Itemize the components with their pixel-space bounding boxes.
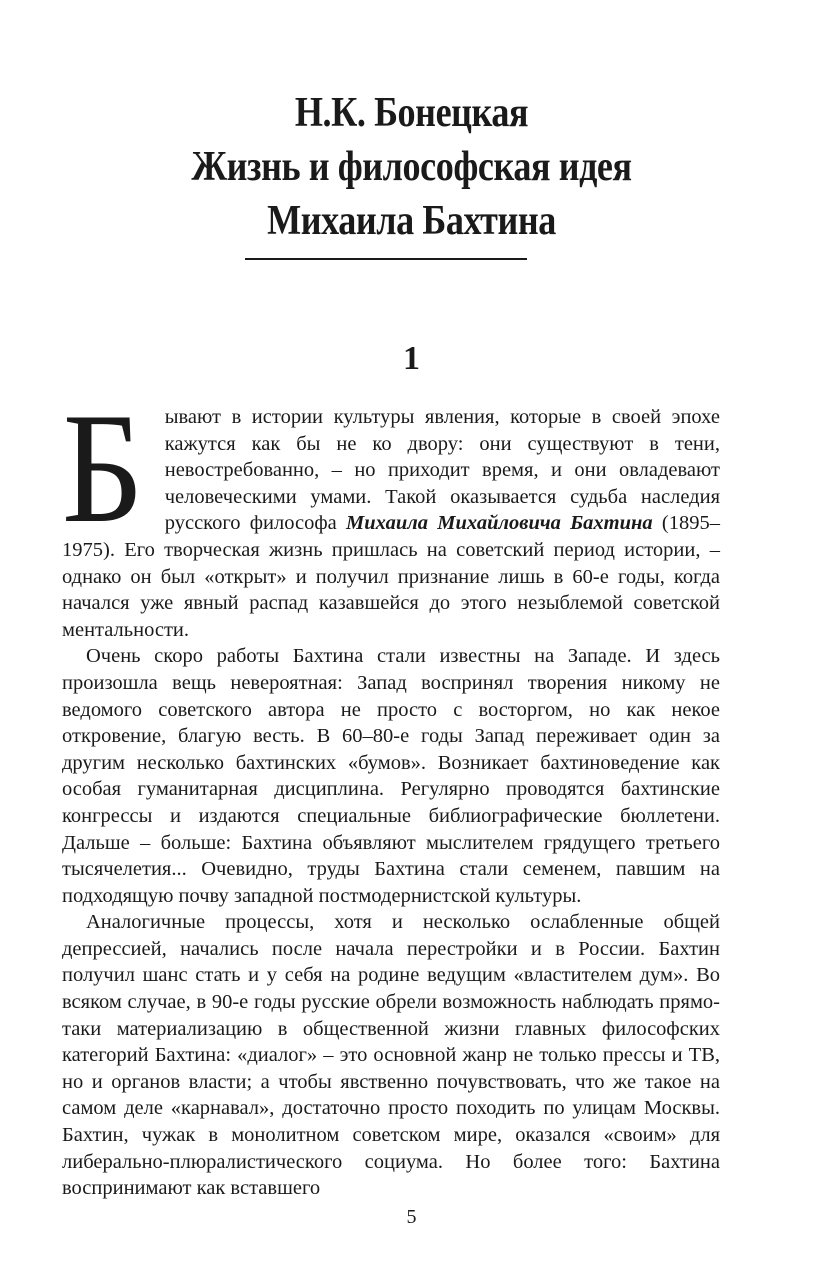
body-text <box>62 381 720 1202</box>
paragraph-3: Аналогичные процессы, хотя и несколько ослабленные общей депрессией, начались после начала перестройки и в России. Бахтин получил шанс стать и у себя на родине ведущим «властителем дум». Во всяком случае, в 90-е годы русские обрели возможность наблюдать прямо-таки материализацию в общественной жизни главных философских категорий Бахтина: «диалог» – это основной жанр не только прессы и ТВ, но и органов власти; а чтобы явственно почувствовать, что же такое на самом деле «карнавал», достаточно просто походить по улицам Москвы. Бахтин, чужак в монолитном советском мире, оказался «своим» для либерально-плюралистического социума. Но более того: Бахтина воспринимают как вставшего <box>62 911 720 1200</box>
author-name: Н.К. Бонецкая <box>294 90 529 136</box>
drop-cap: Б <box>62 381 144 556</box>
person-name: Михаила Михайловича Бахтина <box>345 512 653 535</box>
title-line-3: Михаила Бахтина <box>267 198 556 244</box>
paragraph-1-end: (1895–1975). Его творческая жизнь пришлась на советский период истории, – однако он был «открыт» и получил признание лишь в 60-е годы, когда начался уже явный распад казавшейся до этого незыблемой советской ментальности. <box>62 512 720 641</box>
paragraph-1-start: ывают в истории культуры явления, которые в своей эпохе кажутся как бы не ко двору: они существуют в тени, невостребованно, – но приходит время, и они овладевают человеческими умами. Такой оказывается судьба наследия русского философа <box>164 406 720 535</box>
paragraph-2: Очень скоро работы Бахтина стали известны на Западе. И здесь произошла вещь невероятная: Запад воспринял творения никому не ведомого советского автора не просто с восторгом, но как некое откровение, благую весть. В 60–80-е годы Запад переживает один за другим несколько бахтинских «бумов». Возникает бахтиноведение как особая гуманитарная дисциплина. Регулярно проводятся бахтинские конгрессы и издаются специальные библиографические бюллетени. Дальше – больше: Бахтина объявляют мыслителем грядущего третьего тысячелетия... Очевидно, труды Бахтина стали семенем, павшим на подходящую почву западной постмодернистской культуры. <box>62 645 720 907</box>
title-divider <box>245 258 527 260</box>
book-title <box>0 86 823 248</box>
page-number: 5 <box>406 1206 417 1228</box>
paragraph-1 <box>62 381 720 643</box>
chapter-number: 1 <box>403 340 420 377</box>
title-line-2: Жизнь и философская идея <box>191 144 632 190</box>
